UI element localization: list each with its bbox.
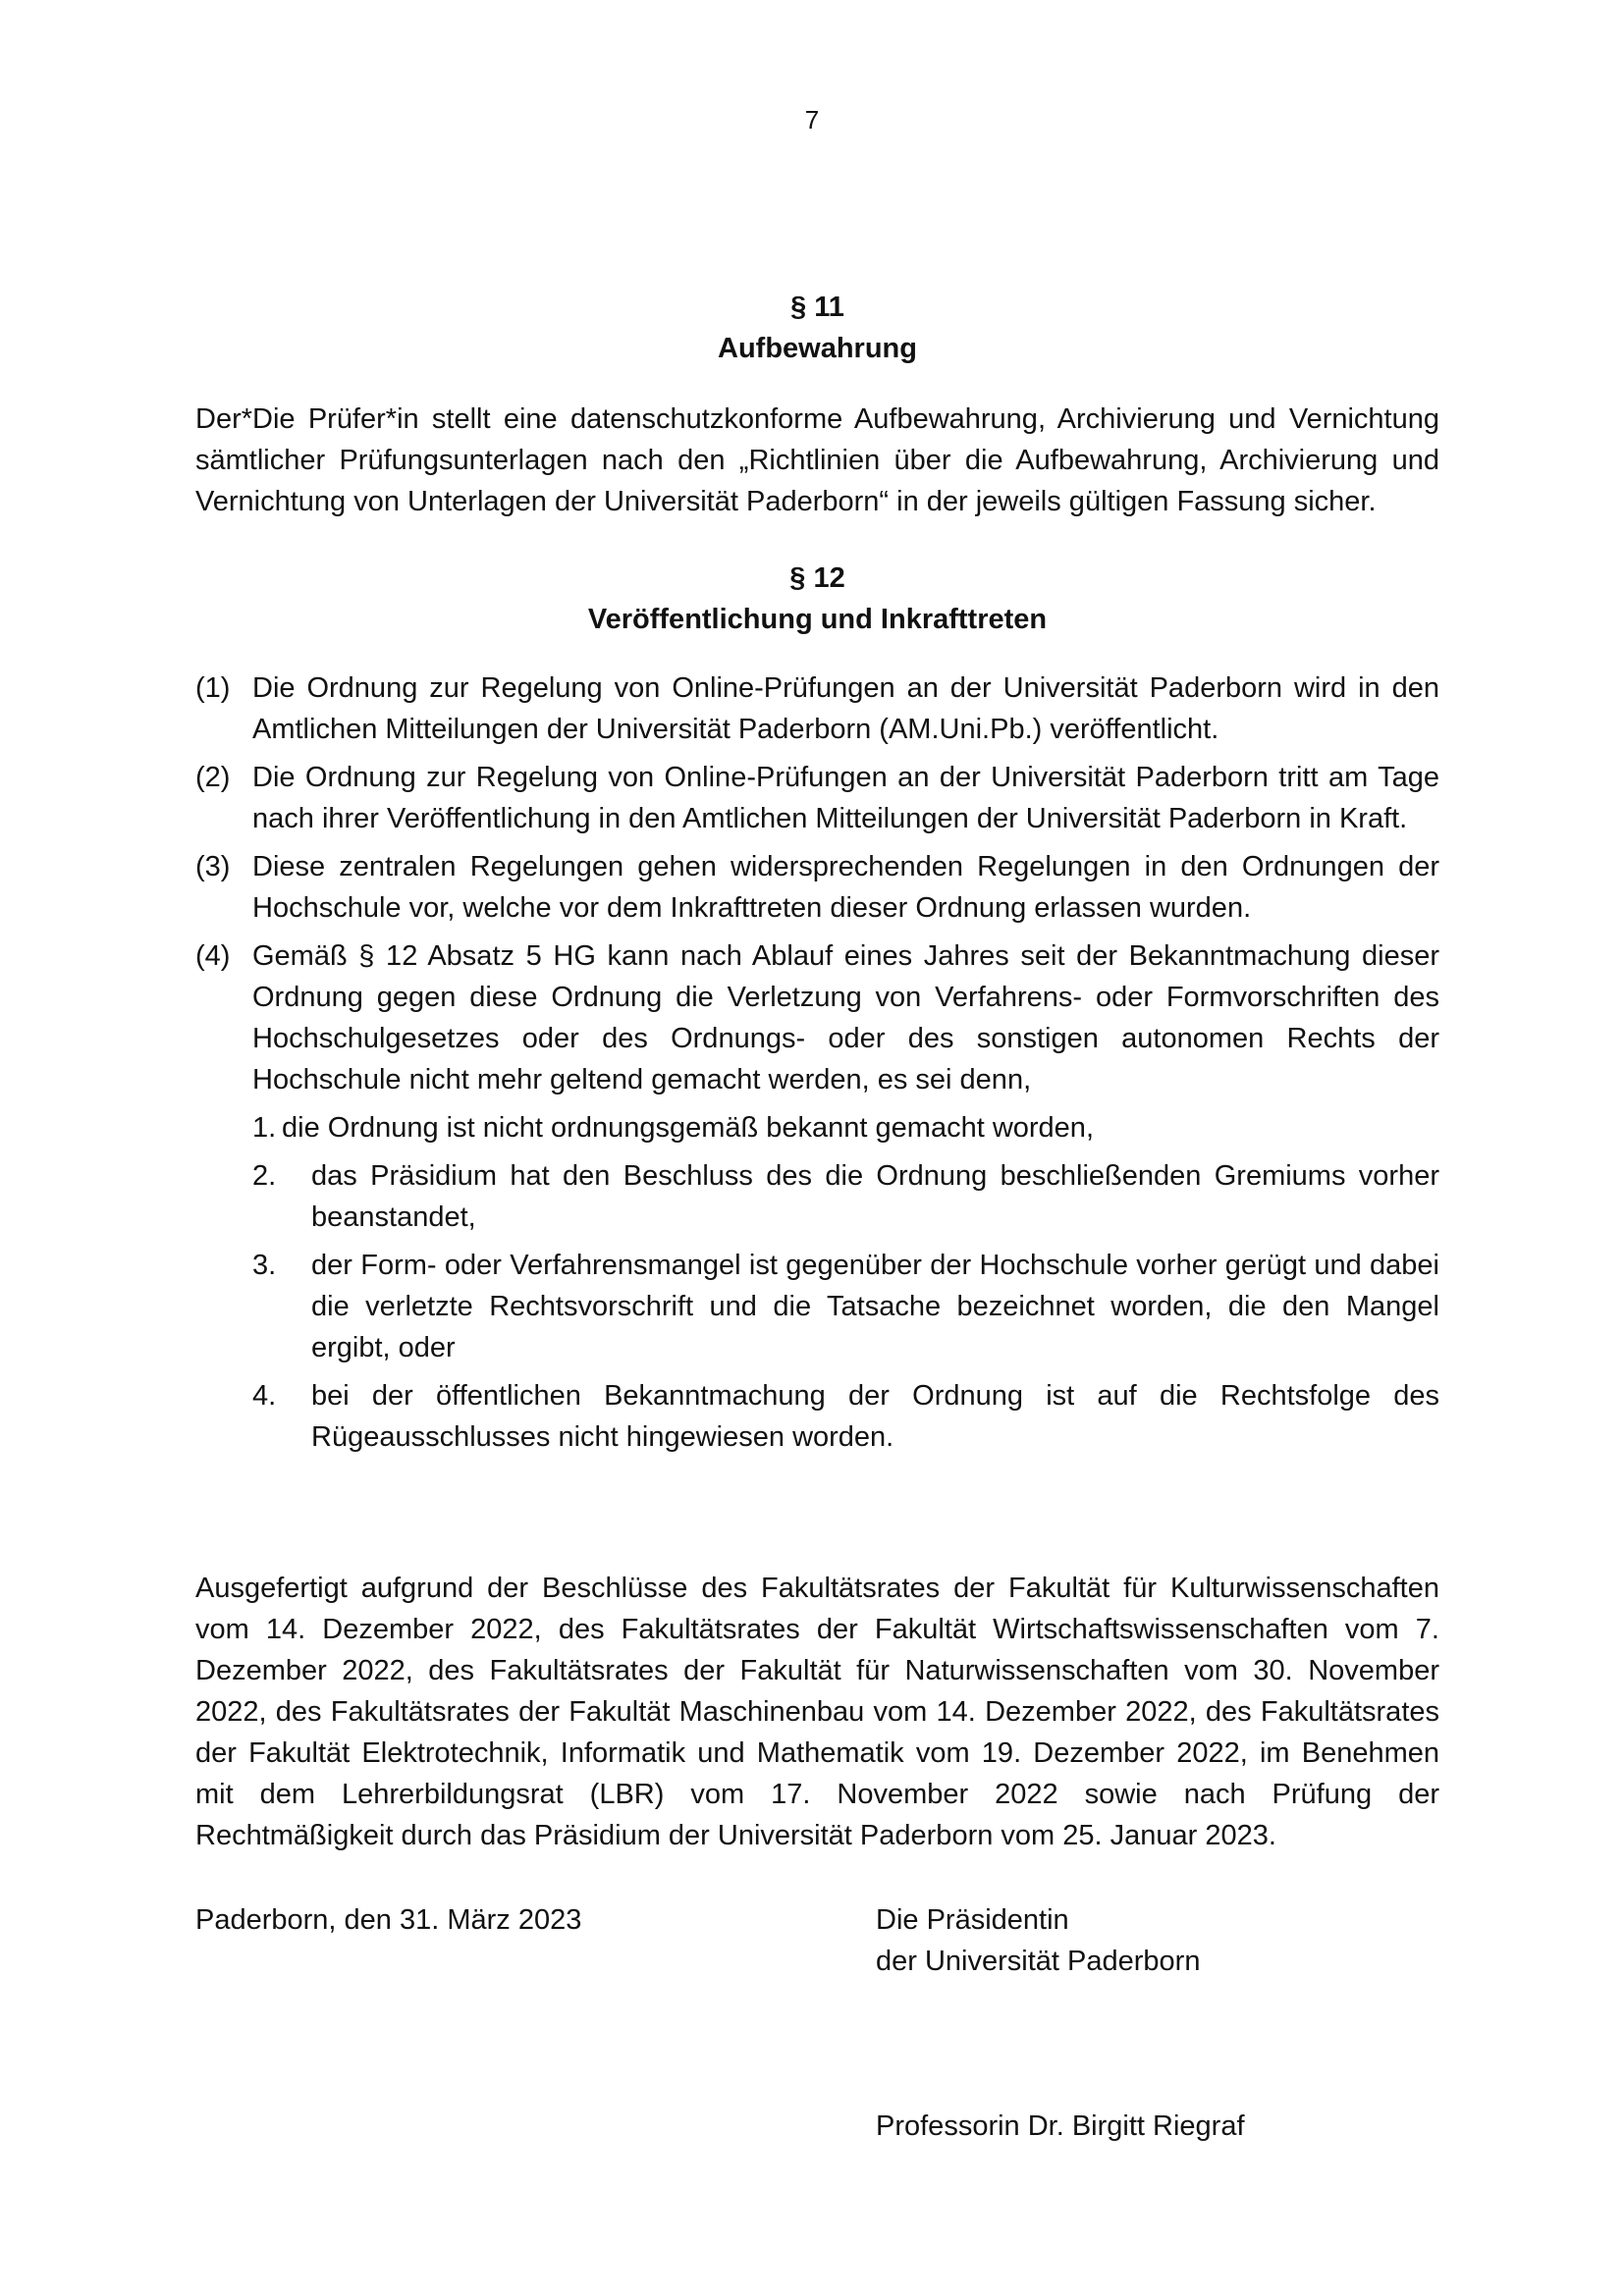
- page-number: 7: [804, 105, 820, 134]
- place-date: Paderborn, den 31. März 2023: [195, 1904, 582, 1936]
- sub-list-item-text: die Ordnung ist nicht ordnungsgemäß bekannt gemacht worden,: [282, 1112, 1094, 1144]
- list-item-text: Diese zentralen Regelungen gehen widersprechenden Regelungen in den Ordnungen der Hochschule vor, welche vor dem Inkrafttreten dieser Ordnung erlassen wurden.: [252, 851, 1439, 924]
- sub-list-item-text: bei der öffentlichen Bekanntmachung der Ordnung ist auf die Rechtsfolge des Rügeausschlusses nicht hingewiesen worden.: [311, 1380, 1439, 1453]
- list-item: [195, 935, 1439, 1100]
- sub-list-item: [252, 1245, 1439, 1368]
- section-12-heading: [195, 558, 1439, 640]
- list-item: [195, 757, 1439, 839]
- signer-title: [876, 1899, 1200, 1982]
- resolution-paragraph: Ausgefertigt aufgrund der Beschlüsse des Fakultätsrates der Fakultät für Kulturwissenschaften vom 14. Dezember 2022, des Fakultätsrates der Fakultät Wirtschaftswissenschaften vom 7. Dezember 2022, des Fakultätsrates der Fakultät für Naturwissenschaften vom 30. November 2022, des Fakultätsrates der Fakultät Maschinenbau vom 14. Dezember 2022, des Fakultätsrates der Fakultät Elektrotechnik, Informatik und Mathematik vom 19. Dezember 2022, im Benehmen mit dem Lehrerbildungsrat (LBR) vom 17. November 2022 sowie nach Prüfung der Rechtmäßigkeit durch das Präsidium der Universität Paderborn vom 25. Januar 2023.: [195, 1573, 1439, 1851]
- sub-list-item: [252, 1107, 1439, 1148]
- sub-list-item: [252, 1375, 1439, 1458]
- section-11-body: Der*Die Prüfer*in stellt eine datenschutzkonforme Aufbewahrung, Archivierung und Vernichtung sämtlicher Prüfungsunterlagen nach den „Richtlinien über die Aufbewahrung, Archivierung und Vernichtung von Unterlagen der Universität Paderborn“ in der jeweils gültigen Fassung sicher.: [195, 403, 1439, 517]
- signer-title-line2: der Universität Paderborn: [876, 1946, 1201, 1977]
- sub-list-item: [252, 1155, 1439, 1238]
- signer-title-line1: Die Präsidentin: [876, 1904, 1069, 1936]
- section-12-list: [195, 667, 1439, 1458]
- sub-list: [252, 1107, 1439, 1458]
- list-item-text: Die Ordnung zur Regelung von Online-Prüfungen an der Universität Paderborn wird in den Amtlichen Mitteilungen der Universität Paderborn (AM.Uni.Pb.) veröffentlicht.: [252, 672, 1439, 745]
- list-item-text: Gemäß § 12 Absatz 5 HG kann nach Ablauf eines Jahres seit der Bekanntmachung dieser Ordnung gegen diese Ordnung die Verletzung von Verfahrens- oder Formvorschriften des Hochschulgesetzes oder des Ordnungs- oder des sonstigen autonomen Rechts der Hochschule nicht mehr geltend gemacht werden, es sei denn,: [252, 940, 1439, 1095]
- signer-name: Professorin Dr. Birgitt Riegraf: [876, 2110, 1245, 2142]
- sub-list-item-text: das Präsidium hat den Beschluss des die Ordnung beschließenden Gremiums vorher beanstandet,: [311, 1160, 1439, 1233]
- sub-list-item-number: 2.: [252, 1160, 277, 1192]
- section-11-number: § 11: [790, 292, 844, 323]
- list-item-number: (2): [195, 762, 231, 793]
- sub-list-item-text: der Form- oder Verfahrensmangel ist gegenüber der Hochschule vorher gerügt und dabei die verletzte Rechtsvorschrift und die Tatsache bezeichnet worden, die den Mangel ergibt, oder: [311, 1250, 1439, 1363]
- list-item-number: (4): [195, 940, 231, 972]
- section-12-number: § 12: [789, 562, 845, 594]
- section-12-title: Veröffentlichung und Inkrafttreten: [587, 604, 1048, 635]
- sub-list-item-number: 4.: [252, 1380, 277, 1412]
- document-body: [195, 287, 1439, 2194]
- section-11-heading: [195, 287, 1439, 369]
- sub-list-item-number: 3.: [252, 1250, 277, 1281]
- list-item-text: Die Ordnung zur Regelung von Online-Prüfungen an der Universität Paderborn tritt am Tage nach ihrer Veröffentlichung in den Amtlichen Mitteilungen der Universität Paderborn in Kraft.: [252, 762, 1439, 834]
- sub-list-item-number: 1.: [252, 1112, 277, 1144]
- signature-block: [195, 1899, 1439, 2194]
- section-11-title: Aufbewahrung: [718, 333, 917, 364]
- list-item: [195, 667, 1439, 750]
- list-item-number: (1): [195, 672, 231, 704]
- list-item-number: (3): [195, 851, 231, 882]
- list-item: [195, 846, 1439, 929]
